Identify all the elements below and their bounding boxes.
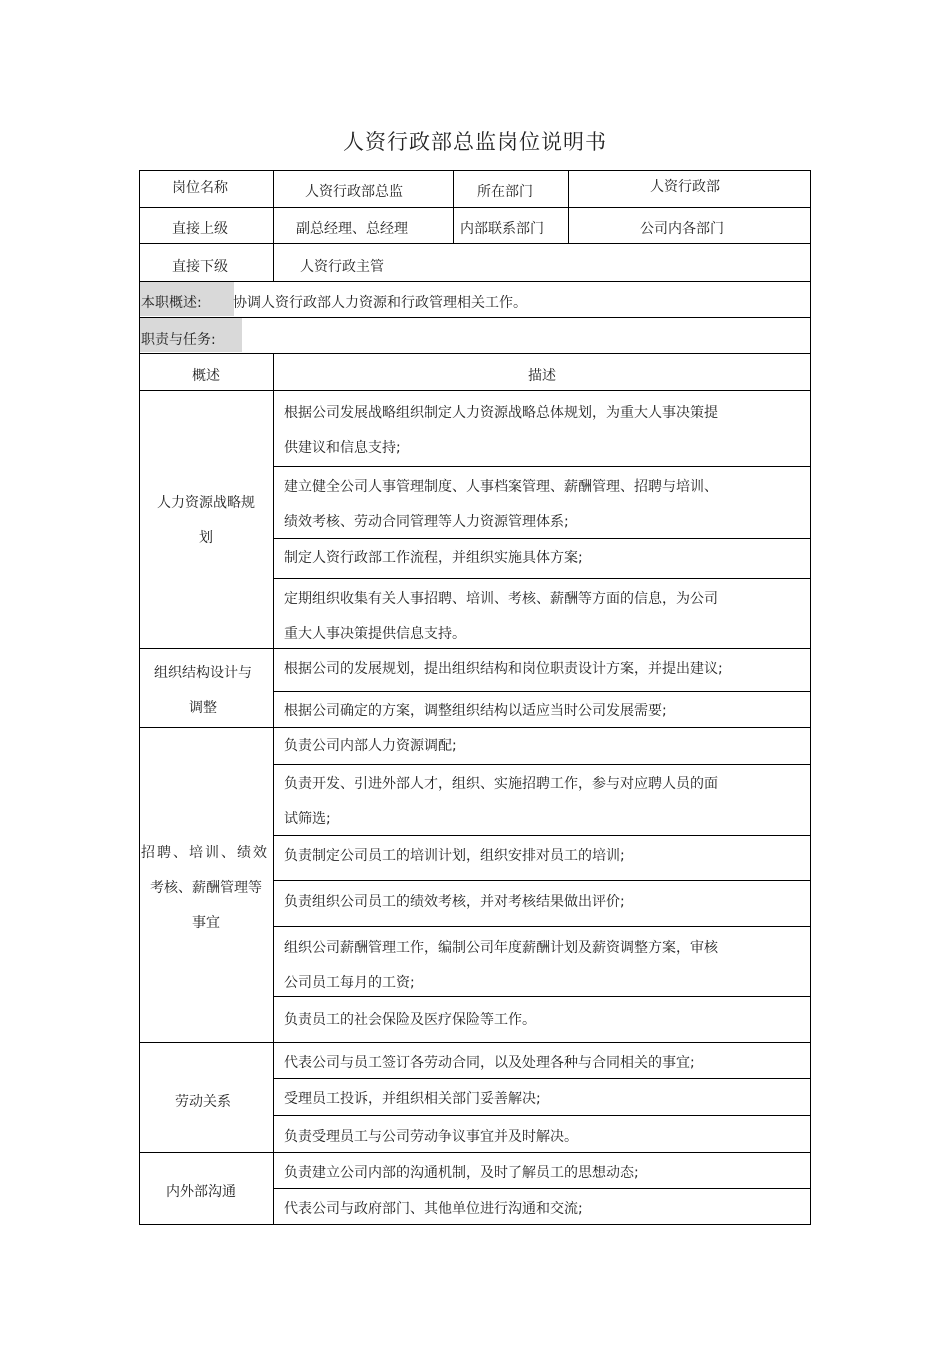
section-overview bbox=[139, 836, 273, 941]
duty-item bbox=[284, 931, 718, 1001]
position-name-value: 人资行政部总监 bbox=[305, 184, 403, 200]
duty-item bbox=[284, 1003, 536, 1038]
internal-contact-value: 公司内各部门 bbox=[640, 221, 724, 237]
duty-line: 公司员工每月的工资; bbox=[284, 975, 415, 991]
subordinate-label: 直接下级 bbox=[172, 259, 228, 275]
duty-item bbox=[284, 470, 718, 540]
duty-item bbox=[284, 767, 718, 837]
duty-line: 代表公司与政府部门、其他单位进行沟通和交流; bbox=[284, 1201, 583, 1217]
duty-item bbox=[284, 729, 457, 764]
duty-item bbox=[284, 1156, 639, 1191]
duty-item bbox=[284, 1120, 578, 1155]
duty-line: 负责组织公司员工的绩效考核，并对考核结果做出评价; bbox=[284, 894, 625, 910]
overview-line: 调整 bbox=[189, 700, 217, 716]
superior-label: 直接上级 bbox=[172, 221, 228, 237]
duty-line: 根据公司发展战略组织制定人力资源战略总体规划，为重大人事决策提 bbox=[284, 405, 718, 421]
summary-value: 协调人资行政部人力资源和行政管理相关工作。 bbox=[233, 295, 527, 311]
duty-line: 绩效考核、劳动合同管理等人力资源管理体系; bbox=[284, 514, 569, 530]
duty-line: 负责公司内部人力资源调配; bbox=[284, 738, 457, 754]
duty-line: 负责开发、引进外部人才，组织、实施招聘工作，参与对应聘人员的面 bbox=[284, 776, 718, 792]
duties-label: 职责与任务: bbox=[141, 332, 216, 348]
department-value: 人资行政部 bbox=[650, 179, 720, 195]
department-label: 所在部门 bbox=[477, 184, 533, 200]
overview-line: 内外部沟通 bbox=[166, 1184, 236, 1200]
column-overview-header: 概述 bbox=[192, 368, 220, 384]
duty-line: 制定人资行政部工作流程，并组织实施具体方案; bbox=[284, 550, 583, 566]
overview-line: 招聘、培训、绩效 bbox=[141, 845, 267, 861]
duty-item bbox=[284, 1192, 583, 1227]
duty-line: 负责制定公司员工的培训计划，组织安排对员工的培训; bbox=[284, 848, 625, 864]
section-overview bbox=[139, 1175, 263, 1210]
section-overview bbox=[139, 1085, 267, 1120]
overview-line: 事宜 bbox=[192, 915, 220, 931]
duty-item bbox=[284, 396, 718, 466]
duty-line: 负责建立公司内部的沟通机制，及时了解员工的思想动态; bbox=[284, 1165, 639, 1181]
overview-line: 考核、薪酬管理等 bbox=[150, 880, 262, 896]
duty-item bbox=[284, 1046, 695, 1081]
section-overview bbox=[139, 656, 267, 726]
overview-line: 组织结构设计与 bbox=[154, 665, 252, 681]
duty-line: 试筛选; bbox=[284, 811, 331, 827]
overview-line: 劳动关系 bbox=[175, 1094, 231, 1110]
duty-line: 根据公司确定的方案，调整组织结构以适应当时公司发展需要; bbox=[284, 703, 667, 719]
overview-line: 人力资源战略规 bbox=[157, 495, 255, 511]
internal-contact-label: 内部联系部门 bbox=[460, 221, 544, 237]
duty-line: 供建议和信息支持; bbox=[284, 440, 401, 456]
duty-item bbox=[284, 839, 625, 874]
duty-item bbox=[284, 652, 723, 687]
duty-item bbox=[284, 541, 583, 576]
duty-line: 重大人事决策提供信息支持。 bbox=[284, 626, 466, 642]
duty-line: 根据公司的发展规划，提出组织结构和岗位职责设计方案，并提出建议; bbox=[284, 661, 723, 677]
duty-line: 定期组织收集有关人事招聘、培训、考核、薪酬等方面的信息，为公司 bbox=[284, 591, 718, 607]
duty-line: 代表公司与员工签订各劳动合同，以及处理各种与合同相关的事宜; bbox=[284, 1055, 695, 1071]
position-name-label: 岗位名称 bbox=[172, 180, 228, 196]
document-title: 人资行政部总监岗位说明书 bbox=[343, 130, 607, 154]
column-description-header: 描述 bbox=[528, 368, 556, 384]
duty-item bbox=[284, 1082, 541, 1117]
duty-item bbox=[284, 582, 718, 652]
overview-line: 划 bbox=[199, 530, 213, 546]
duty-line: 负责员工的社会保险及医疗保险等工作。 bbox=[284, 1012, 536, 1028]
duty-item bbox=[284, 694, 667, 729]
subordinate-value: 人资行政主管 bbox=[300, 259, 384, 275]
duty-item bbox=[284, 885, 625, 920]
duty-line: 负责受理员工与公司劳动争议事宜并及时解决。 bbox=[284, 1129, 578, 1145]
section-overview bbox=[139, 486, 273, 556]
duty-line: 受理员工投诉，并组织相关部门妥善解决; bbox=[284, 1091, 541, 1107]
superior-value: 副总经理、总经理 bbox=[296, 221, 408, 237]
duty-line: 组织公司薪酬管理工作，编制公司年度薪酬计划及薪资调整方案，审核 bbox=[284, 940, 718, 956]
duty-line: 建立健全公司人事管理制度、人事档案管理、薪酬管理、招聘与培训、 bbox=[284, 479, 718, 495]
summary-label: 本职概述: bbox=[141, 295, 202, 311]
